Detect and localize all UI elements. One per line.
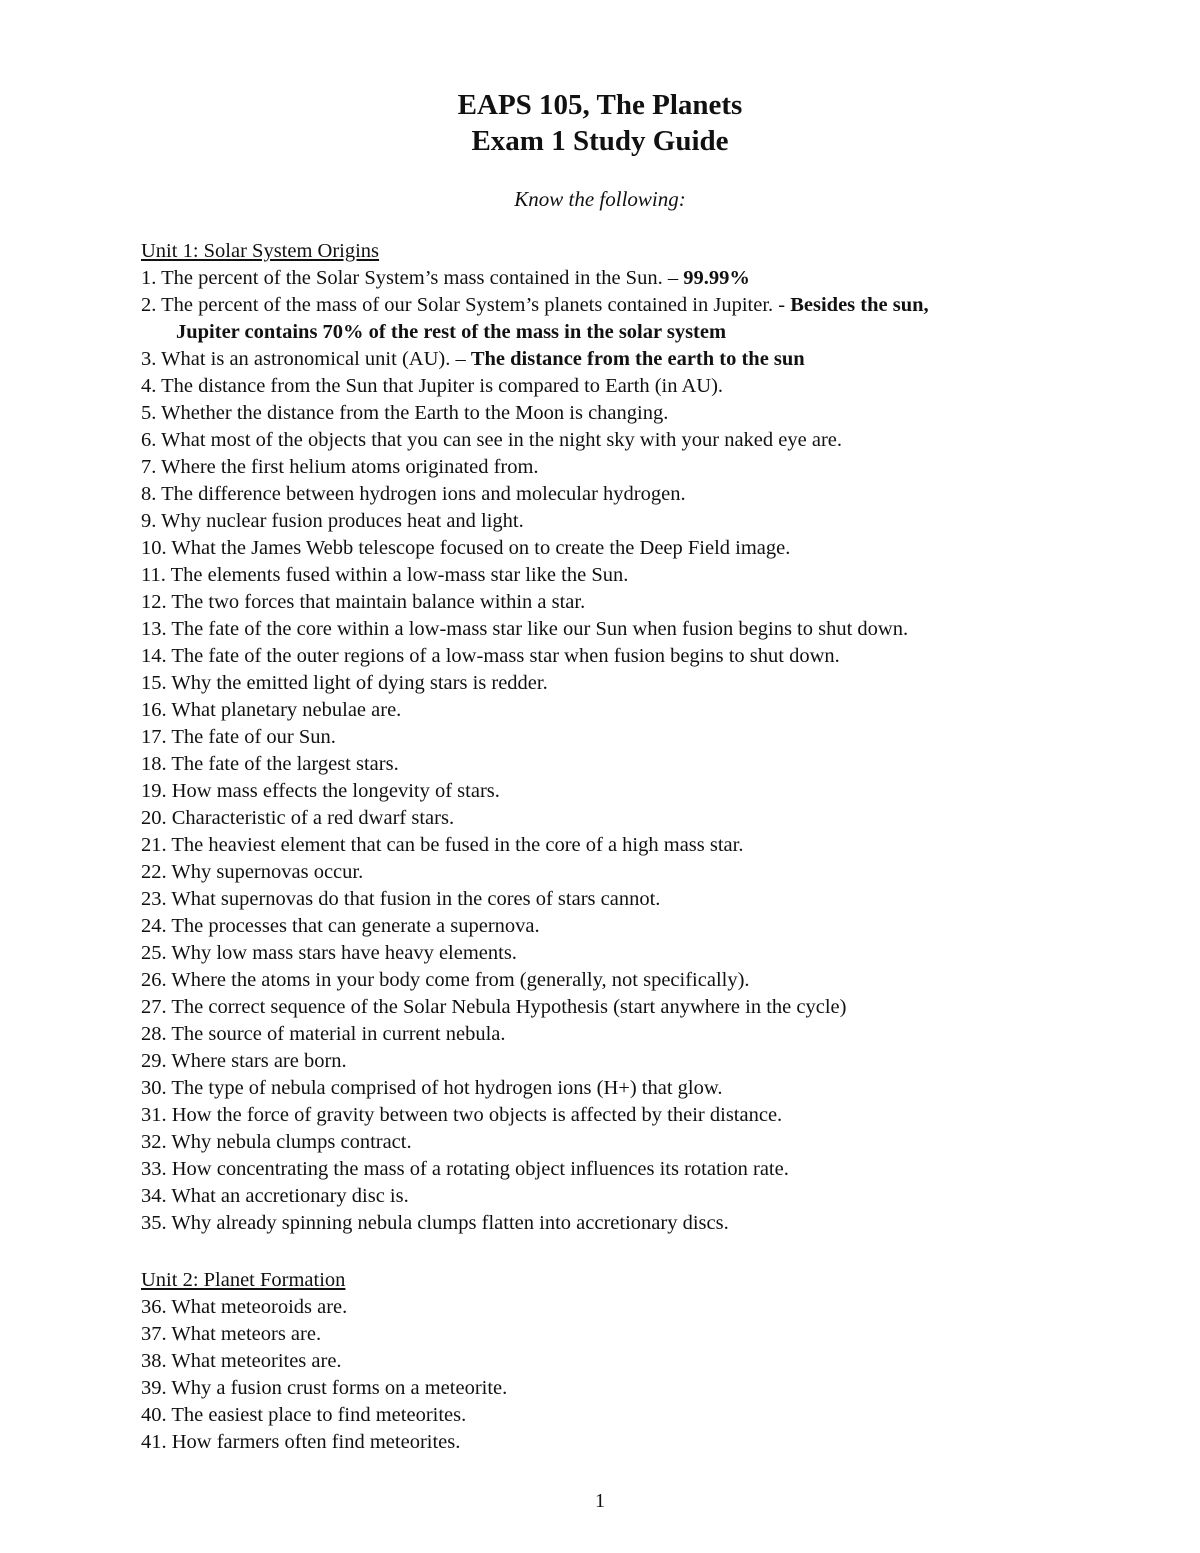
list-item-4: 4. The distance from the Sun that Jupiter is compared to Earth (in AU).	[141, 375, 724, 397]
list-item-31: 31. How the force of gravity between two objects is affected by their distance.	[141, 1104, 783, 1126]
unit-1-heading: Unit 1: Solar System Origins	[141, 240, 380, 262]
list-item-40: 40. The easiest place to find meteorites.	[141, 1404, 467, 1426]
list-item-21: 21. The heaviest element that can be fused in the core of a high mass star.	[141, 834, 744, 856]
list-item-24: 24. The processes that can generate a supernova.	[141, 915, 540, 937]
list-item-30: 30. The type of nebula comprised of hot hydrogen ions (H+) that glow.	[141, 1077, 723, 1099]
list-item-32: 32. Why nebula clumps contract.	[141, 1131, 412, 1153]
list-item-39: 39. Why a fusion crust forms on a meteorite.	[141, 1377, 508, 1399]
answer-text: Besides the sun,	[790, 294, 929, 316]
list-item-14: 14. The fate of the outer regions of a low-mass star when fusion begins to shut down.	[141, 645, 840, 667]
list-item-38: 38. What meteorites are.	[141, 1350, 342, 1372]
course-title: EAPS 105, The Planets	[457, 89, 743, 121]
document-title: Exam 1 Study Guide	[471, 125, 729, 157]
list-item-19: 19. How mass effects the longevity of stars.	[141, 780, 500, 802]
list-item-9: 9. Why nuclear fusion produces heat and light.	[141, 510, 524, 532]
list-item-2-answer-continued: Jupiter contains 70% of the rest of the mass in the solar system	[176, 321, 727, 343]
list-item-13: 13. The fate of the core within a low-mass star like our Sun when fusion begins to shut down.	[141, 618, 909, 640]
list-item-37: 37. What meteors are.	[141, 1323, 322, 1345]
list-item-36: 36. What meteoroids are.	[141, 1296, 348, 1318]
answer-text: The distance from the earth to the sun	[470, 348, 805, 370]
list-item-28: 28. The source of material in current nebula.	[141, 1023, 506, 1045]
list-item-18: 18. The fate of the largest stars.	[141, 753, 399, 775]
list-item-11: 11. The elements fused within a low-mass star like the Sun.	[141, 564, 629, 586]
list-item-41: 41. How farmers often find meteorites.	[141, 1431, 461, 1453]
list-item-8: 8. The difference between hydrogen ions and molecular hydrogen.	[141, 483, 686, 505]
list-item-25: 25. Why low mass stars have heavy elements.	[141, 942, 517, 964]
list-item-12: 12. The two forces that maintain balance within a star.	[141, 591, 586, 613]
list-item-3: 3. What is an astronomical unit (AU). – The distance from the earth to the sun	[141, 348, 805, 370]
list-item-23: 23. What supernovas do that fusion in the cores of stars cannot.	[141, 888, 661, 910]
list-item-20: 20. Characteristic of a red dwarf stars.	[141, 807, 455, 829]
list-item-1: 1. The percent of the Solar System’s mass contained in the Sun. – 99.99%	[141, 267, 750, 289]
list-item-17: 17. The fate of our Sun.	[141, 726, 336, 748]
list-item-35: 35. Why already spinning nebula clumps flatten into accretionary discs.	[141, 1212, 729, 1234]
list-item-26: 26. Where the atoms in your body come from (generally, not specifically).	[141, 969, 750, 991]
list-item-22: 22. Why supernovas occur.	[141, 861, 364, 883]
page-number: 1	[595, 1490, 605, 1512]
list-item-29: 29. Where stars are born.	[141, 1050, 347, 1072]
unit-2-heading: Unit 2: Planet Formation	[141, 1269, 346, 1291]
list-item-34: 34. What an accretionary disc is.	[141, 1185, 409, 1207]
answer-text: 99.99%	[683, 267, 750, 289]
list-item-27: 27. The correct sequence of the Solar Nebula Hypothesis (start anywhere in the cycle)	[141, 996, 847, 1018]
list-item-16: 16. What planetary nebulae are.	[141, 699, 402, 721]
list-item-10: 10. What the James Webb telescope focused on to create the Deep Field image.	[141, 537, 791, 559]
list-item-5: 5. Whether the distance from the Earth to the Moon is changing.	[141, 402, 669, 424]
list-item-2: 2. The percent of the mass of our Solar System’s planets contained in Jupiter. - Besides the sun,	[141, 294, 929, 316]
list-item-15: 15. Why the emitted light of dying stars is redder.	[141, 672, 548, 694]
list-item-7: 7. Where the first helium atoms originated from.	[141, 456, 539, 478]
instruction-text: Know the following:	[514, 187, 686, 211]
list-item-6: 6. What most of the objects that you can see in the night sky with your naked eye are.	[141, 429, 842, 451]
list-item-33: 33. How concentrating the mass of a rotating object influences its rotation rate.	[141, 1158, 789, 1180]
